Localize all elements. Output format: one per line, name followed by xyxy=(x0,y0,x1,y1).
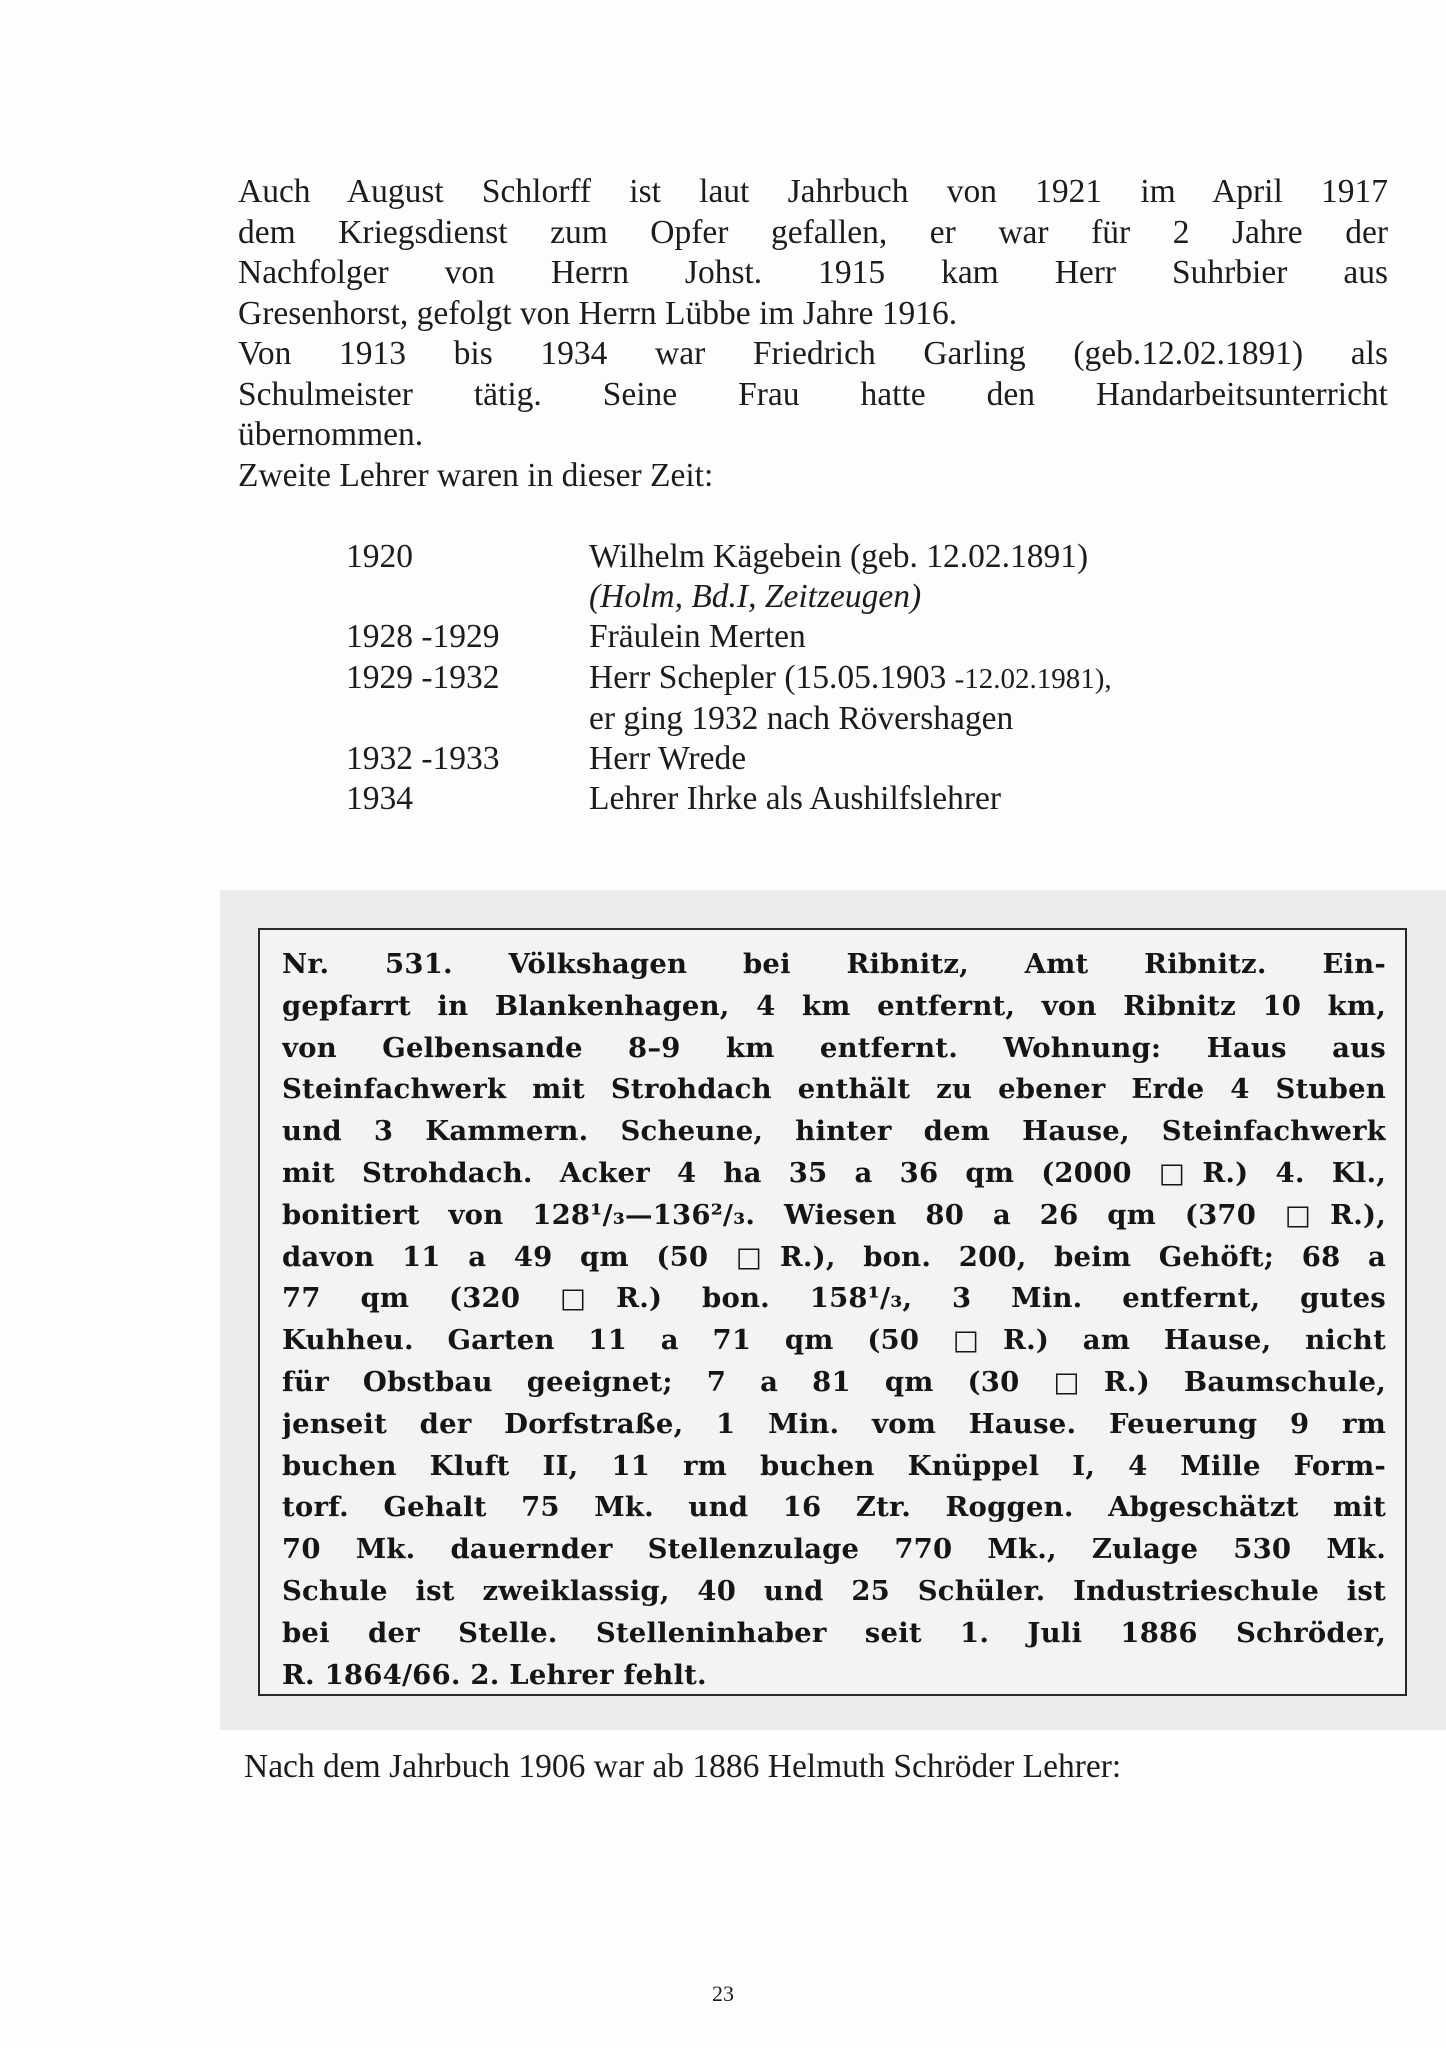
teacher-years: 1920 xyxy=(346,538,413,575)
excerpt-line: davon 11 a 49 qm (50 □R.), bon. 200, beim Gehöft; 68 a xyxy=(282,1240,1386,1273)
excerpt-line: mit Strohdach. Acker 4 ha 35 a 36 qm (2000 □R.) 4. Kl., xyxy=(282,1156,1386,1189)
teacher-note: (Holm, Bd.I, Zeitzeugen) xyxy=(589,578,922,616)
text-line: Nachfolger von Herrn Johst. 1915 kam Herr Suhrbier aus xyxy=(238,254,1388,291)
text-line: dem Kriegsdienst zum Opfer gefallen, er war für 2 Jahre der xyxy=(238,213,1388,251)
teacher-note-row xyxy=(346,699,1246,739)
yearbook-excerpt-box xyxy=(258,928,1407,1696)
teacher-name: Herr Wrede xyxy=(589,740,747,778)
teacher-row xyxy=(346,739,1246,779)
text-line: übernommen. xyxy=(238,416,424,453)
teacher-years: 1929 -1932 xyxy=(346,658,500,696)
yearbook-excerpt-text xyxy=(282,944,1386,1696)
excerpt-line: von Gelbensande 8–9 km entfernt. Wohnung: Haus aus xyxy=(282,1031,1386,1064)
excerpt-line: R. 1864/66. 2. Lehrer fehlt. xyxy=(282,1658,707,1691)
teacher-row xyxy=(346,779,1246,819)
excerpt-line: und 3 Kammern. Scheune, hinter dem Hause, Steinfachwerk xyxy=(282,1115,1386,1148)
paragraph-second-teachers-intro xyxy=(238,456,1388,497)
excerpt-line: Kuhheu. Garten 11 a 71 qm (50 □R.) am Hause, nicht xyxy=(282,1324,1386,1357)
teacher-row xyxy=(346,537,1246,577)
text-line: Zweite Lehrer waren in dieser Zeit: xyxy=(238,457,714,494)
paragraph-schlorff xyxy=(238,172,1388,334)
teacher-name: Lehrer Ihrke als Aushilfslehrer xyxy=(589,780,1002,818)
excerpt-line: 77 qm (320 □R.) bon. 158¹/₃, 3 Min. entfernt, gutes xyxy=(282,1282,1386,1315)
text-line: Von 1913 bis 1934 war Friedrich Garling (geb.12.02.1891) als xyxy=(238,335,1388,372)
excerpt-line: buchen Kluft II, 11 rm buchen Knüppel I, 4 Mille Form- xyxy=(282,1449,1386,1482)
excerpt-line: 70 Mk. dauernder Stellenzulage 770 Mk., Zulage 530 Mk. xyxy=(282,1533,1386,1566)
excerpt-line: jenseit der Dorfstraße, 1 Min. vom Hause. Feuerung 9 rm xyxy=(282,1407,1386,1440)
teacher-note: er ging 1932 nach Rövershagen xyxy=(589,699,1014,737)
teacher-note-row xyxy=(346,577,1246,617)
excerpt-line: Nr. 531. Völkshagen bei Ribnitz, Amt Ribnitz. Ein- xyxy=(282,948,1386,980)
text-line: Schulmeister tätig. Seine Frau hatte den Handarbeitsunterricht xyxy=(238,375,1388,413)
excerpt-line: bei der Stelle. Stelleninhaber seit 1. Juli 1886 Schröder, xyxy=(282,1616,1386,1649)
teachers-list xyxy=(346,537,1246,819)
teacher-years: 1934 xyxy=(346,780,413,818)
caption: Nach dem Jahrbuch 1906 war ab 1886 Helmuth Schröder Lehrer: xyxy=(244,1748,1122,1785)
teacher-name: Herr Schepler (15.05.1903 -12.02.1981), xyxy=(589,658,1112,696)
teacher-row xyxy=(346,658,1246,699)
excerpt-line: Schule ist zweiklassig, 40 und 25 Schüler. Industrieschule ist xyxy=(282,1574,1386,1607)
excerpt-line: gepfarrt in Blankenhagen, 4 km entfernt, von Ribnitz 10 km, xyxy=(282,989,1386,1022)
page-number: 23 xyxy=(712,1981,734,2006)
excerpt-line: für Obstbau geeignet; 7 a 81 qm (30 □R.) Baumschule, xyxy=(282,1365,1386,1398)
excerpt-line: torf. Gehalt 75 Mk. und 16 Ztr. Roggen. Abgeschätzt mit xyxy=(282,1491,1386,1524)
text-line: Gresenhorst, gefolgt von Herrn Lübbe im Jahre 1916. xyxy=(238,294,958,332)
teacher-name: Wilhelm Kägebein (geb. 12.02.1891) xyxy=(589,538,1089,575)
excerpt-line: bonitiert von 128¹/₃—136²/₃. Wiesen 80 a 26 qm (370 □R.), xyxy=(282,1198,1386,1231)
paragraph-garling xyxy=(238,334,1388,456)
text-line: Auch August Schlorff ist laut Jahrbuch von 1921 im April 1917 xyxy=(238,173,1388,210)
excerpt-line: Steinfachwerk mit Strohdach enthält zu ebener Erde 4 Stuben xyxy=(282,1073,1386,1106)
teacher-name: Fräulein Merten xyxy=(589,618,806,656)
teacher-years: 1932 -1933 xyxy=(346,740,500,778)
teacher-years: 1928 -1929 xyxy=(346,618,500,656)
teacher-row xyxy=(346,617,1246,657)
